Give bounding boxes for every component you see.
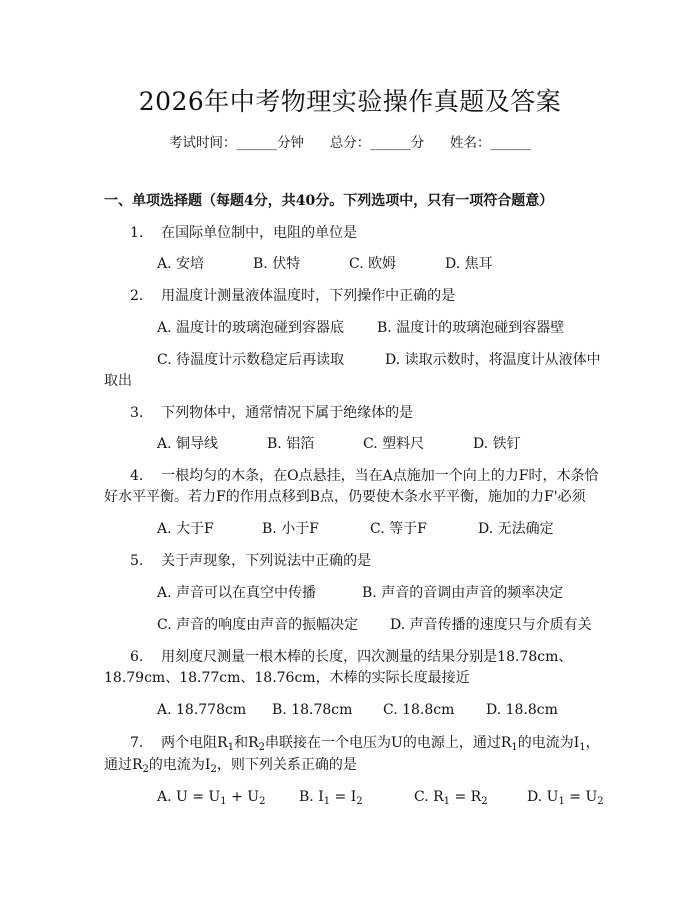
name-label: 姓名： [450,135,491,151]
subscript: 2 [142,764,149,775]
option-b [299,787,363,807]
option-text: D. U [527,789,559,805]
option-a: A. 大于F [157,521,214,537]
subscript: 2 [210,764,217,775]
option-c: C. 声音的响度由声音的振幅决定 [157,617,359,633]
option-d: D. 铁钉 [473,436,521,452]
subscript: 1 [579,742,586,753]
option-d: D. 焦耳 [445,256,493,272]
option-continuation: 取出 [104,373,132,389]
stem-text: ， [585,735,600,751]
option-c: C. 18.8cm [383,702,455,718]
subscript: 1 [511,742,518,753]
question-stem: 用温度计测量液体温度时，下列操作中正确的是 [161,288,456,304]
option-b: B. 18.78cm [272,702,353,718]
subscript: 1 [443,796,451,807]
question-6 [130,647,572,667]
question-stem-continuation: 18.79cm、18.77cm、18.76cm，木棒的实际长度最接近 [104,670,470,686]
score-blank: ______ [370,135,411,151]
score-unit: 分 [410,135,425,151]
option-text: C. R [414,789,444,805]
stem-text: ，则下列关系正确的是 [216,757,357,773]
subscript: 1 [323,796,331,807]
option-text: A. U = U [157,789,221,805]
question-number: 4. [130,468,144,484]
question-number: 6. [130,649,144,665]
stem-text: 串联接在一个电压为U的电源上，通过R [265,735,512,751]
option-text: = I [330,789,357,805]
option-d [527,787,604,807]
name-blank: ______ [490,135,531,151]
question-1 [130,223,357,243]
subscript: 2 [356,796,363,807]
option-a: A. 铜导线 [157,436,219,452]
section-heading: 一、单项选择题（每题4分，共40分。下列选项中，只有一项符合题意） [104,193,554,209]
page-title: 2026年中考物理实验操作真题及答案 [138,87,562,116]
question-stem-continuation: 好水平平衡。若力F的作用点移到B点，仍要使木条水平平衡，施加的力F'必须 [104,489,586,505]
option-c: C. 塑料尺 [363,436,425,452]
question-stem [161,735,599,751]
option-d: D. 读取示数时，将温度计从液体中 [385,352,601,368]
question-stem-continuation [104,755,357,775]
question-stem: 一根均匀的木条，在O点悬挂，当在A点施加一个向上的力F时，木条恰 [161,468,599,484]
option-d: D. 18.8cm [486,702,558,718]
option-a: A. 18.778cm [157,702,247,718]
option-c [414,787,488,807]
question-2 [130,286,455,306]
time-label: 考试时间： [169,135,237,151]
question-stem: 关于声现象，下列说法中正确的是 [161,553,372,569]
stem-text: 的电流为I [517,735,580,751]
question-stem: 下列物体中，通常情况下属于绝缘体的是 [161,405,414,421]
question-5 [130,551,371,571]
question-4 [130,466,598,486]
option-b: B. 声音的音调由声音的频率决定 [362,585,564,601]
option-b: B. 小于F [262,521,319,537]
subscript: 2 [597,796,604,807]
option-a: A. 温度计的玻璃泡碰到容器底 [157,320,345,336]
exam-meta [0,131,700,151]
option-a [157,787,265,807]
option-text: = U [564,789,598,805]
score-label: 总分： [329,135,371,151]
option-d: D. 声音传播的速度只与介质有关 [390,617,592,633]
question-7 [130,733,600,753]
option-b: B. 伏特 [253,256,301,272]
stem-text: 的电流为I [148,757,211,773]
subscript: 1 [227,742,235,753]
stem-text: 和R [234,735,259,751]
option-a: A. 安培 [157,256,205,272]
option-text: B. I [299,789,324,805]
option-c: C. 欧姆 [349,256,397,272]
option-text: + U [226,789,260,805]
subscript: 2 [258,742,266,753]
subscript: 1 [220,796,227,807]
question-stem: 用刻度尺测量一根木棒的长度，四次测量的结果分别是18.78cm、 [161,649,573,665]
question-number: 7. [130,735,144,751]
option-a: A. 声音可以在真空中传播 [157,585,317,601]
subscript: 1 [558,796,565,807]
stem-text: 两个电阻R [161,735,228,751]
time-unit: 分钟 [277,135,304,151]
subscript: 2 [259,796,266,807]
question-number: 1. [130,225,144,241]
stem-text: 通过R [104,757,143,773]
option-b: B. 温度计的玻璃泡碰到容器壁 [377,320,565,336]
subscript: 2 [481,796,488,807]
option-text: = R [450,789,482,805]
question-3 [130,403,413,423]
option-b: B. 铝箔 [267,436,315,452]
option-c: C. 待温度计示数稳定后再读取 [157,352,345,368]
question-number: 2. [130,288,144,304]
time-blank: ______ [236,135,277,151]
question-stem: 在国际单位制中，电阻的单位是 [161,225,358,241]
option-d: D. 无法确定 [478,521,554,537]
question-number: 3. [130,405,144,421]
option-c: C. 等于F [370,521,427,537]
question-number: 5. [130,553,144,569]
